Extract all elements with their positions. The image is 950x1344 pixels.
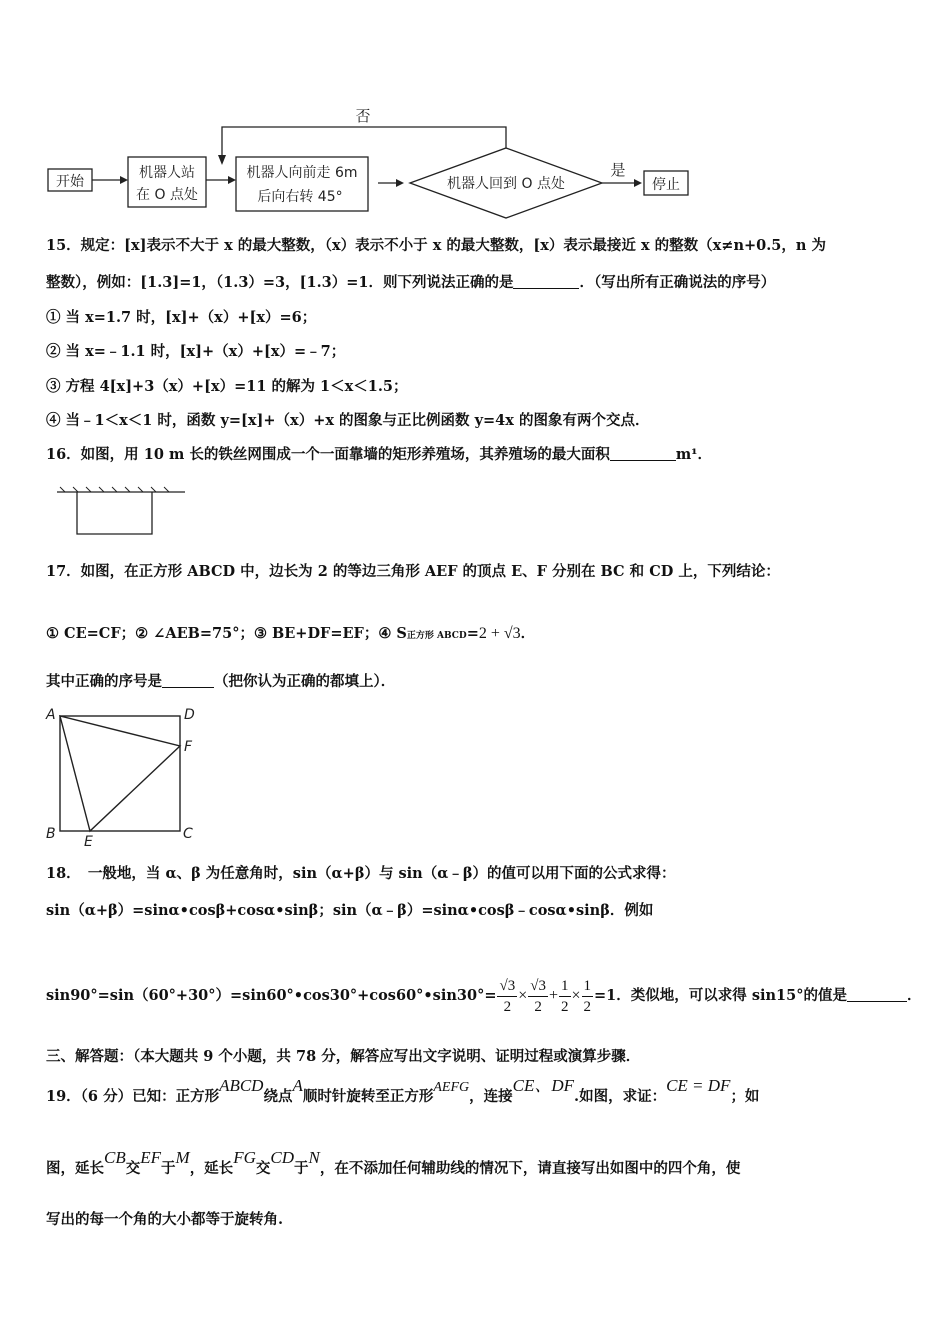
q16-wall-figure bbox=[55, 483, 195, 538]
q15-option-3: ③ 方程 4[x]+3（x）+[x）=11 的解为 1＜x＜1.5； bbox=[46, 378, 408, 395]
q19-l1-text-f: ；如 bbox=[730, 1088, 760, 1105]
q17-line2 bbox=[46, 624, 910, 646]
q19-math-cb: CB bbox=[104, 1148, 126, 1167]
q17-answer-blank[interactable] bbox=[162, 673, 214, 688]
q18-fraction-4: $\frac{1}{2}$ bbox=[583, 977, 592, 1015]
q17-label-b: B bbox=[46, 826, 56, 842]
q16-fence bbox=[77, 492, 152, 534]
flow-step2-line2: 后向右转 45° bbox=[257, 189, 343, 205]
q16-text-pre: 16．如图，用 10 m 长的铁丝网围成一个一面靠墙的矩形养殖场，其养殖场的最大面积 bbox=[46, 446, 610, 463]
section3-heading: 三、解答题：（本大题共 9 个小题，共 78 分，解答应写出文字说明、证明过程或演算步骤． bbox=[46, 1048, 641, 1065]
q17-line3 bbox=[46, 672, 910, 692]
q19-math-n: N bbox=[308, 1148, 320, 1167]
q15-line1: 15．规定：[x]表示不大于 x 的最大整数，（x）表示不小于 x 的最大整数，[x）表示最接近 x 的整数（x≠n+0.5，n 为 bbox=[46, 237, 826, 254]
q16-text-post: m¹． bbox=[675, 446, 713, 463]
q19-l1-text-a: 19．（6 分）已知：正方形 bbox=[46, 1088, 220, 1105]
q17-triangle-aef bbox=[60, 716, 180, 831]
flow-start-label: 开始 bbox=[56, 174, 84, 190]
q19-l2-text-e: 交 bbox=[255, 1160, 271, 1177]
q19-l1-text-b: 绕点 bbox=[263, 1088, 293, 1105]
q19-l2-text-g: ，在不添加任何辅助线的情况下，请直接写出如图中的四个角，使 bbox=[319, 1160, 741, 1177]
flowchart bbox=[40, 95, 700, 225]
q18-fraction-1: $\frac{√3}{2}$ bbox=[499, 977, 516, 1015]
q17-line3-post: （把你认为正确的都填上）． bbox=[214, 673, 396, 690]
flow-step1-line2: 在 O 点处 bbox=[136, 187, 198, 203]
q19-line1 bbox=[46, 1078, 910, 1116]
q18-line3-end: ． bbox=[906, 987, 922, 1004]
flow-yes-label: 是 bbox=[610, 161, 626, 179]
q18-line2: sin（α+β）=sinα•cosβ+cosα•sinβ；sin（α﹣β）=sinα•cosβ﹣cosα•sinβ．例如 bbox=[46, 902, 654, 919]
q18-fraction-3: $\frac{1}{2}$ bbox=[561, 977, 569, 1015]
q16-text bbox=[46, 445, 910, 465]
flow-decision-label: 机器人回到 O 点处 bbox=[447, 176, 565, 192]
q19-math-ef: EF bbox=[140, 1148, 162, 1167]
q19-l2-text-f: 于 bbox=[293, 1160, 309, 1177]
q19-l1-text-d: ，连接 bbox=[469, 1088, 513, 1105]
q15-line2 bbox=[46, 273, 910, 293]
q18-times-1: × bbox=[518, 987, 528, 1004]
q15-line2-pre: 整数），例如：[1.3]=1，（1.3）=3，[1.3）=1．则下列说法正确的是 bbox=[46, 274, 514, 291]
q19-l1-text-c: 顺时针旋转至正方形 bbox=[302, 1088, 434, 1105]
q15-line2-post: ．（写出所有正确说法的序号） bbox=[579, 274, 776, 291]
q16-answer-blank[interactable] bbox=[610, 446, 676, 461]
q15-answer-blank[interactable] bbox=[513, 274, 579, 289]
q17-line2-pre: ① CE=CF；② ∠AEB=75°；③ BE+DF=EF；④ S bbox=[46, 625, 407, 642]
q19-l2-text-a: 图，延长 bbox=[46, 1160, 104, 1177]
flow-stop-label: 停止 bbox=[652, 177, 680, 193]
flow-no-label: 否 bbox=[355, 107, 371, 125]
q17-line2-eq: = bbox=[466, 625, 479, 642]
q19-l2-text-b: 交 bbox=[125, 1160, 141, 1177]
q17-line2-end: ． bbox=[520, 625, 536, 642]
q17-label-a: A bbox=[46, 707, 56, 723]
q17-square-abcd bbox=[60, 716, 180, 831]
q17-line3-pre: 其中正确的序号是 bbox=[46, 673, 162, 690]
q19-math-aefg: AEFG bbox=[433, 1080, 470, 1095]
q19-l2-text-d: ，延长 bbox=[189, 1160, 234, 1177]
q17-line2-sub: 正方形 ABCD bbox=[406, 631, 467, 641]
q17-label-c: C bbox=[183, 826, 193, 842]
q18-line3-post: =1．类似地，可以求得 sin15°的值是 bbox=[594, 987, 847, 1004]
q19-l1-text-e: .如图，求证： bbox=[574, 1088, 667, 1105]
q17-line1: 17．如图，在正方形 ABCD 中，边长为 2 的等边三角形 AEF 的顶点 E、F 分别在 BC 和 CD 上，下列结论： bbox=[46, 563, 780, 580]
q15-option-2: ② 当 x=﹣1.1 时，[x]+（x）+[x）=﹣7； bbox=[46, 343, 346, 360]
q19-math-ce-eq-df: CE = DF bbox=[666, 1076, 731, 1095]
q18-line1: 18． 一般地，当 α、β 为任意角时，sin（α+β）与 sin（α﹣β）的值可以用下面的公式求得： bbox=[46, 865, 676, 882]
flow-step2-line1: 机器人向前走 6m bbox=[246, 165, 358, 181]
flow-loop-arrow bbox=[218, 155, 226, 165]
q18-times-2: × bbox=[571, 987, 581, 1004]
q18-fraction-2: $\frac{√3}{2}$ bbox=[530, 977, 546, 1015]
q18-answer-blank[interactable] bbox=[847, 987, 907, 1002]
q15-option-4: ④ 当﹣1＜x＜1 时，函数 y=[x]+（x）+x 的图象与正比例函数 y=4x 的图象有两个交点． bbox=[46, 412, 650, 429]
q15-option-1: ① 当 x=1.7 时，[x]+（x）+[x）=6； bbox=[46, 309, 317, 326]
q17-square-figure bbox=[40, 702, 210, 847]
q19-math-abcd: ABCD bbox=[219, 1076, 264, 1095]
q19-math-fg: FG bbox=[233, 1148, 256, 1167]
q18-line3-pre: sin90°=sin（60°+30°）=sin60°•cos30°+cos60°•sin30°= bbox=[46, 987, 497, 1004]
q17-label-f: F bbox=[184, 739, 193, 755]
q18-plus: + bbox=[548, 987, 558, 1004]
q19-line2 bbox=[46, 1148, 910, 1189]
q19-l2-text-c: 于 bbox=[161, 1160, 176, 1177]
q17-label-e: E bbox=[84, 834, 93, 847]
q17-label-d: D bbox=[184, 707, 195, 723]
q19-math-a: A bbox=[292, 1076, 303, 1095]
flow-step1-line1: 机器人站 bbox=[139, 165, 195, 181]
q19-math-ce-df: CE、DF bbox=[512, 1076, 575, 1095]
q19-math-m: M bbox=[175, 1148, 190, 1167]
q19-line3: 写出的每一个角的大小都等于旋转角. bbox=[46, 1211, 284, 1228]
q18-line3 bbox=[46, 964, 922, 1028]
flow-loop-line bbox=[222, 127, 506, 157]
q16-wall-hatch bbox=[60, 487, 169, 492]
q19-math-cd: CD bbox=[270, 1148, 294, 1167]
q17-line2-math: 2 + √3 bbox=[478, 625, 521, 642]
